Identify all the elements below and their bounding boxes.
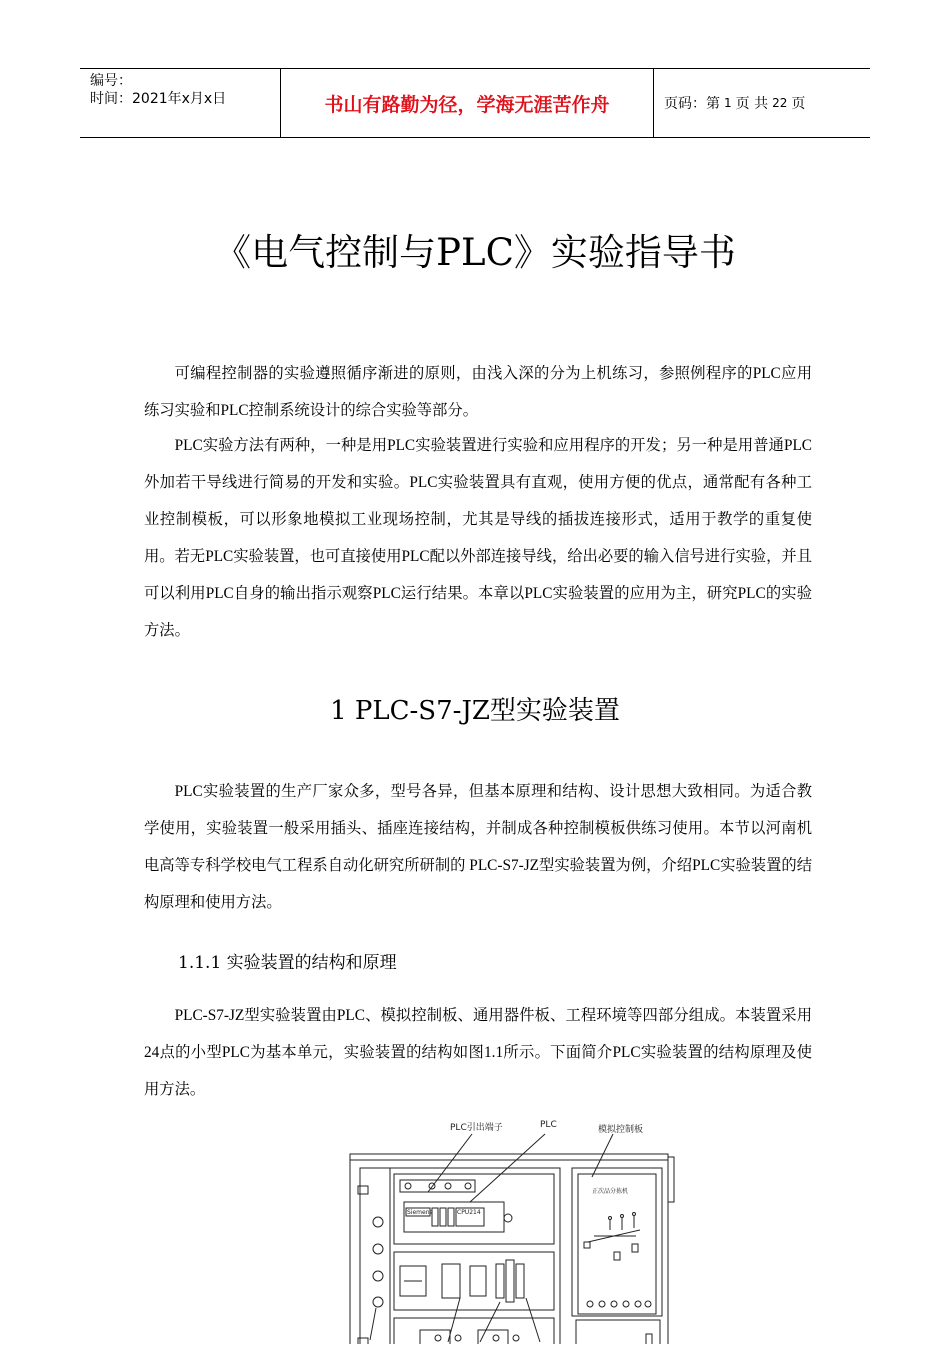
figure-label-sorter: 正次品分拣机 (592, 1188, 629, 1195)
subsection-paragraph: PLC-S7-JZ型实验装置由PLC、模拟控制板、通用器件板、工程环境等四部分组成。本装置采用24点的小型PLC为基本单元，实验装置的结构如图1.1所示。下面简介PLC实验装置的结构原理及使用方法。 (144, 1007, 812, 1098)
motto-text: 书山有路勤为径，学海无涯苦作舟 (324, 93, 610, 116)
header-meta (80, 69, 281, 137)
date-label: 时间：2021年x月x日 (90, 91, 227, 107)
page-counter (654, 69, 870, 137)
serial-label: 编号： (90, 73, 132, 89)
page-suffix: 页 (791, 96, 806, 112)
page-total: 22 (772, 96, 788, 110)
subsection-title: 1.1.1 实验装置的结构和原理 (178, 953, 397, 973)
page-prefix: 页码：第 (664, 96, 720, 112)
device-structure-figure (330, 1112, 690, 1344)
header-motto (281, 69, 654, 137)
figure-label-siemens: Siemens (407, 1209, 433, 1216)
section-paragraph: PLC实验装置的生产厂家众多，型号各异，但基本原理和结构、设计思想大致相同。为适合教学使用，实验装置一般采用插头、插座连接结构，并制成各种控制模板供练习使用。本节以河南机电高等专科学校电气工程系自动化研究所研制的 PLC-S7-JZ型实验装置为例，介绍PLC实验装置的结构原理和使用方法。 (144, 783, 812, 911)
document-title: 《电气控制与PLC》实验指导书 (214, 231, 736, 274)
device-drawing (330, 1112, 690, 1344)
page-mid: 页 共 (735, 96, 769, 112)
page-header (80, 68, 870, 138)
intro-paragraph-1: 可编程控制器的实验遵照循序渐进的原则，由浅入深的分为上机练习，参照例程序的PLC应用练习实验和PLC控制系统设计的综合实验等部分。 (144, 365, 812, 419)
section-title: 1 PLC-S7-JZ型实验装置 (330, 696, 620, 726)
intro-paragraph-2: PLC实验方法有两种，一种是用PLC实验装置进行实验和应用程序的开发；另一种是用普通PLC外加若干导线进行简易的开发和实验。PLC实验装置具有直观，使用方便的优点，通常配有各种工业控制模板，可以形象地模拟工业现场控制，尤其是导线的插拔连接形式，适用于教学的重复使用。若无PLC实验装置，也可直接使用PLC配以外部连接导线，给出必要的输入信号进行实验，并且可以利用PLC自身的输出指示观察PLC运行结果。本章以PLC实验装置的应用为主，研究PLC的实验方法。 (144, 437, 812, 639)
figure-label-sim-board: 模拟控制板 (598, 1125, 644, 1135)
page-current: 1 (724, 96, 732, 110)
figure-label-plc: PLC (540, 1120, 557, 1130)
figure-label-terminals: PLC引出端子 (450, 1123, 503, 1133)
figure-label-cpu: CPU214 (457, 1209, 481, 1216)
